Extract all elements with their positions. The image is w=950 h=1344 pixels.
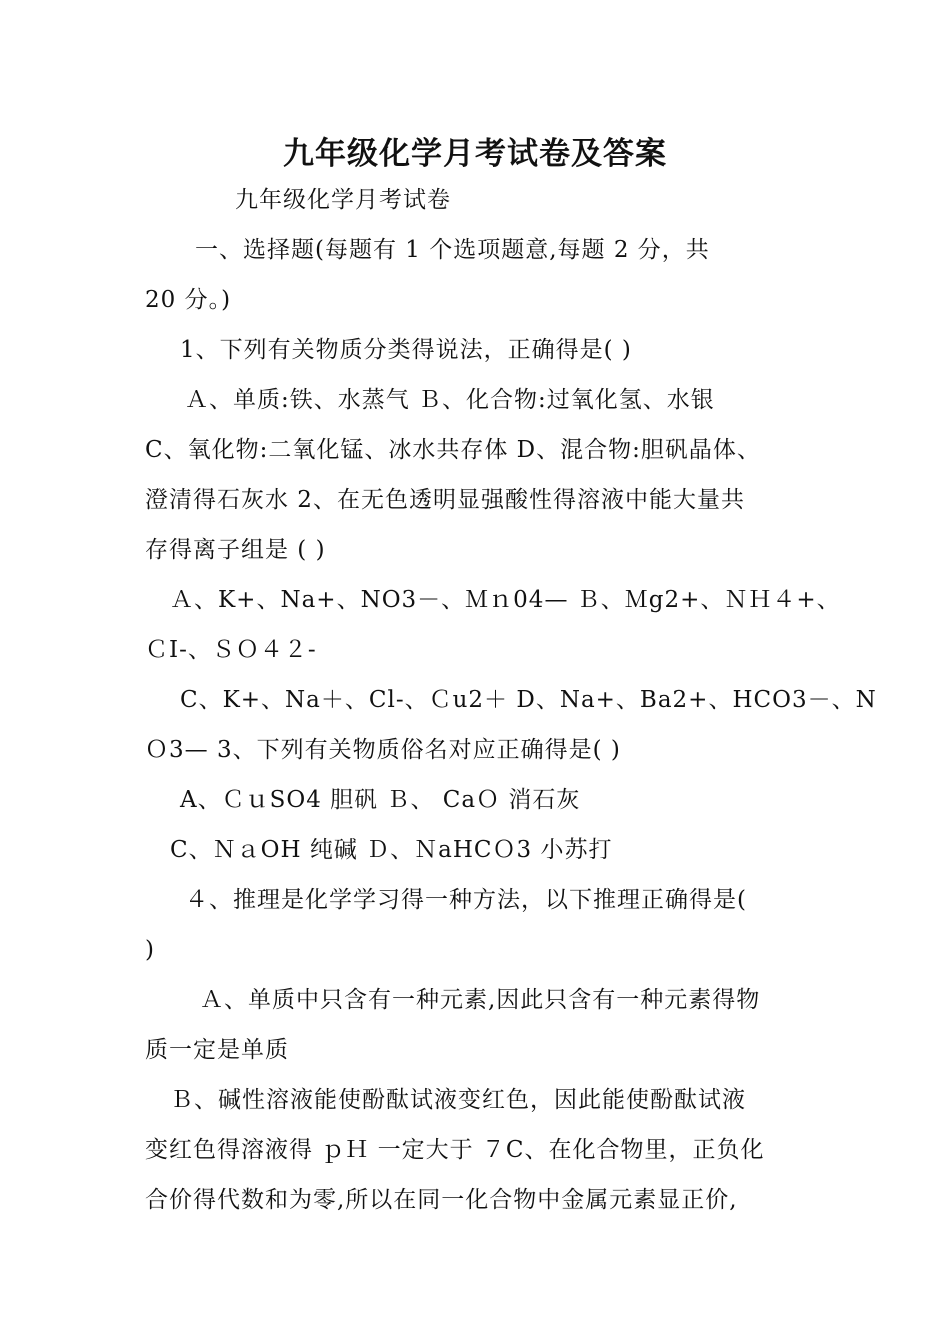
question-4-line-1: ４、推理是化学学习得一种方法，以下推理正确得是( xyxy=(185,887,747,913)
exam-subtitle: 九年级化学月考试卷 xyxy=(235,187,451,213)
section-heading-line-1: 一、选择题(每题有 1 个选项题意,每题 2 分，共 xyxy=(195,237,710,263)
question-2-options-ab: Ａ、K+、Na+、NO3－、Ｍｎ04— Ｂ、Ｍg2+、ＮＨ４+、 xyxy=(170,587,841,613)
question-4-line-2: ) xyxy=(145,937,155,963)
question-1-options-cd: C、氧化物:二氧化锰、冰水共存体 D、混合物:胆矾晶体、 xyxy=(145,437,761,463)
question-4-option-b-line-2: 变红色得溶液得 ｐＨ 一定大于 ７C、在化合物里，正负化 xyxy=(145,1137,765,1163)
question-2-line-2: 存得离子组是 ( ) xyxy=(145,537,326,563)
document-title: 九年级化学月考试卷及答案 xyxy=(283,136,667,172)
question-2-options-cd: C、K+、Na＋、Cl-、Ｃu2＋ D、Na+、Ba2+、HCO3－、N xyxy=(180,687,877,713)
question-3-options-ab: A、ＣｕSO4 胆矾 Ｂ、 CaＯ 消石灰 xyxy=(180,787,581,813)
question-1-options-ab: Ａ、单质:铁、水蒸气 Ｂ、化合物:过氧化氢、水银 xyxy=(185,387,715,413)
question-4-option-c-line: 合价得代数和为零,所以在同一化合物中金属元素显正价, xyxy=(145,1187,738,1213)
question-4-option-b-line-1: Ｂ、碱性溶液能使酚酞试液变红色，因此能使酚酞试液 xyxy=(170,1087,746,1113)
question-1: 1、下列有关物质分类得说法，正确得是( ) xyxy=(180,337,632,363)
question-3: Ｏ3— 3、下列有关物质俗名对应正确得是( ) xyxy=(145,737,621,763)
question-3-options-cd: C、ＮａOH 纯碱 Ｄ、ＮaHCＯ3 小苏打 xyxy=(170,837,613,863)
question-2-line-1: 澄清得石灰水 2、在无色透明显强酸性得溶液中能大量共 xyxy=(145,487,745,513)
question-2-options-ab-cont: ＣⅠ-、ＳＯ４２- xyxy=(145,637,317,663)
question-4-option-a-line-2: 质一定是单质 xyxy=(145,1037,289,1063)
section-heading-line-2: 20 分。) xyxy=(145,287,232,313)
question-4-option-a-line-1: Ａ、单质中只含有一种元素,因此只含有一种元素得物 xyxy=(200,987,761,1013)
